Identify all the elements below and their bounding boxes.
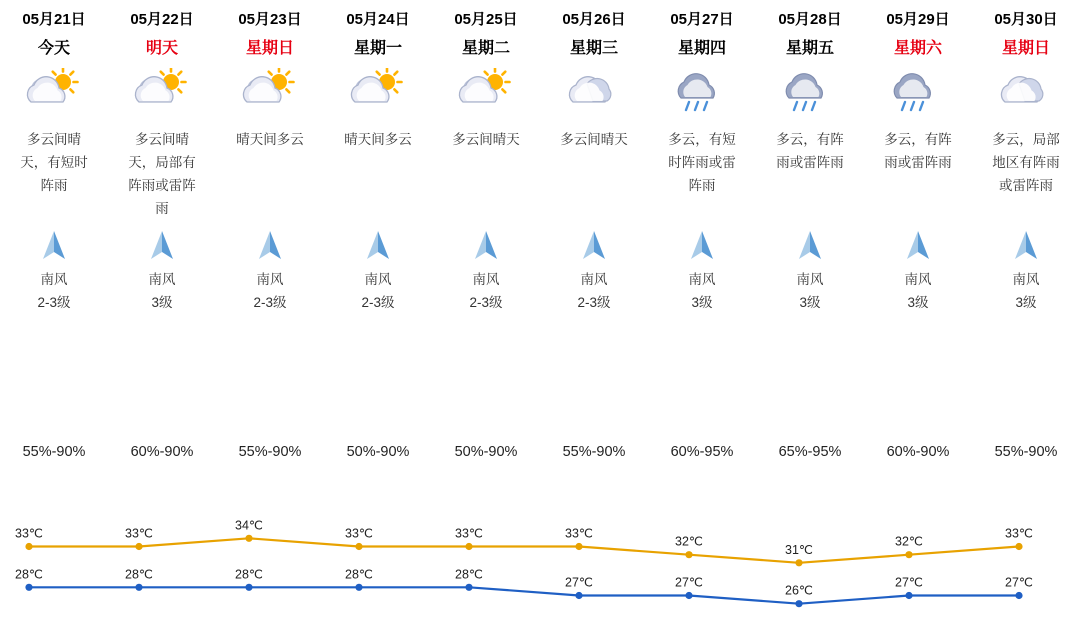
- forecast-wind: [689, 268, 716, 314]
- high-temp-label: 33℃: [565, 526, 593, 541]
- low-temp-point: [135, 584, 142, 591]
- forecast-wind: [469, 268, 502, 314]
- low-temp-label: 28℃: [345, 567, 373, 582]
- humidity-range: 60%-90%: [886, 444, 950, 460]
- wind-level: 3级: [1015, 295, 1037, 310]
- low-temp-label: 28℃: [125, 567, 153, 582]
- cloudy-with-showers-icon: [887, 66, 949, 118]
- forecast-wind: [361, 268, 394, 314]
- forecast-weekday: 今天: [37, 40, 70, 57]
- sun-behind-cloud-icon: [239, 66, 301, 118]
- ten-day-forecast-strip: [0, 0, 1080, 314]
- sun-behind-cloud-icon: [23, 66, 85, 118]
- wind-direction: 南风: [1012, 272, 1040, 287]
- low-temp-point: [575, 592, 582, 599]
- sun-behind-cloud-icon: [455, 66, 517, 118]
- humidity-range: 55%-90%: [994, 444, 1058, 460]
- humidity-range: 50%-90%: [454, 444, 518, 460]
- low-temp-point: [245, 584, 252, 591]
- high-temp-label: 33℃: [125, 526, 153, 541]
- wind-level: 2-3级: [253, 295, 287, 310]
- wind-direction-arrow-icon: [471, 228, 501, 262]
- forecast-date: 05月25日: [454, 11, 518, 28]
- forecast-date: 05月24日: [346, 11, 410, 28]
- low-temp-label: 28℃: [455, 567, 483, 582]
- cloudy-icon: [563, 66, 625, 118]
- wind-direction: 南风: [688, 272, 716, 287]
- forecast-description: 多云间晴天: [452, 132, 520, 147]
- sun-behind-cloud-icon: [131, 66, 193, 118]
- wind-level: 2-3级: [469, 295, 503, 310]
- humidity-range: 55%-90%: [562, 444, 626, 460]
- forecast-day-column: [972, 0, 1080, 314]
- forecast-description: 多云，有阵雨或雷阵雨: [776, 132, 844, 170]
- wind-direction: 南风: [796, 272, 824, 287]
- high-temp-label: 33℃: [345, 526, 373, 541]
- forecast-weekday: 星期四: [677, 40, 726, 57]
- forecast-weekday: 星期三: [569, 40, 618, 57]
- high-temp-label: 33℃: [15, 526, 43, 541]
- low-temp-label: 28℃: [15, 567, 43, 582]
- forecast-wind: [797, 268, 824, 314]
- high-temp-point: [25, 543, 32, 550]
- low-temp-label: 26℃: [785, 583, 813, 598]
- high-temp-line: [29, 538, 1019, 563]
- low-temp-label: 28℃: [235, 567, 263, 582]
- forecast-date: 05月23日: [238, 11, 302, 28]
- forecast-date: 05月26日: [562, 11, 626, 28]
- forecast-day-column: [108, 0, 216, 314]
- wind-direction: 南风: [40, 272, 68, 287]
- forecast-description: 晴天间多云: [236, 132, 304, 147]
- wind-direction: 南风: [364, 272, 392, 287]
- cloudy-with-showers-icon: [779, 66, 841, 118]
- forecast-description: 多云，局部地区有阵雨或雷阵雨: [992, 132, 1060, 193]
- humidity-range-row: [0, 444, 1080, 460]
- forecast-day-column: [324, 0, 432, 314]
- forecast-description: 多云间晴天，局部有阵雨或雷阵雨: [128, 132, 196, 216]
- temperature-trend-chart: [0, 478, 1080, 642]
- high-temp-point: [1015, 543, 1022, 550]
- forecast-day-column: [540, 0, 648, 314]
- high-temp-point: [465, 543, 472, 550]
- high-temp-point: [795, 559, 802, 566]
- high-temp-label: 32℃: [895, 534, 923, 549]
- high-temp-point: [355, 543, 362, 550]
- low-temp-label: 27℃: [1005, 575, 1033, 590]
- forecast-wind: [577, 268, 610, 314]
- wind-direction-arrow-icon: [39, 228, 69, 262]
- forecast-wind: [905, 268, 932, 314]
- forecast-wind: [1013, 268, 1040, 314]
- forecast-day-column: [432, 0, 540, 314]
- low-temp-point: [795, 600, 802, 607]
- wind-direction: 南风: [580, 272, 608, 287]
- wind-direction-arrow-icon: [687, 228, 717, 262]
- high-temp-point: [245, 535, 252, 542]
- forecast-description: 多云，有短时阵雨或雷阵雨: [668, 132, 736, 193]
- forecast-weekday: 明天: [145, 40, 178, 57]
- forecast-date: 05月22日: [130, 11, 194, 28]
- wind-level: 3级: [691, 295, 713, 310]
- high-temp-label: 33℃: [1005, 526, 1033, 541]
- high-temp-label: 33℃: [455, 526, 483, 541]
- humidity-range: 65%-95%: [778, 444, 842, 460]
- high-temp-point: [685, 551, 692, 558]
- wind-level: 2-3级: [361, 295, 395, 310]
- forecast-wind: [253, 268, 286, 314]
- wind-level: 3级: [907, 295, 929, 310]
- wind-level: 3级: [151, 295, 173, 310]
- high-temp-point: [135, 543, 142, 550]
- forecast-date: 05月28日: [778, 11, 842, 28]
- wind-direction: 南风: [472, 272, 500, 287]
- high-temp-label: 32℃: [675, 534, 703, 549]
- wind-direction-arrow-icon: [363, 228, 393, 262]
- low-temp-label: 27℃: [895, 575, 923, 590]
- low-temp-point: [465, 584, 472, 591]
- forecast-day-column: [756, 0, 864, 314]
- humidity-range: 55%-90%: [22, 444, 86, 460]
- forecast-day-column: [216, 0, 324, 314]
- low-temp-label: 27℃: [565, 575, 593, 590]
- wind-direction-arrow-icon: [147, 228, 177, 262]
- cloudy-icon: [995, 66, 1057, 118]
- wind-level: 3级: [799, 295, 821, 310]
- wind-level: 2-3级: [37, 295, 71, 310]
- low-temp-point: [1015, 592, 1022, 599]
- low-temp-point: [905, 592, 912, 599]
- forecast-description: 多云，有阵雨或雷阵雨: [884, 132, 952, 170]
- forecast-weekday: 星期二: [461, 40, 510, 57]
- high-temp-point: [905, 551, 912, 558]
- forecast-wind: [37, 268, 70, 314]
- forecast-date: 05月27日: [670, 11, 734, 28]
- wind-direction: 南风: [148, 272, 176, 287]
- wind-direction-arrow-icon: [579, 228, 609, 262]
- forecast-day-column: [648, 0, 756, 314]
- forecast-weekday: 星期日: [245, 40, 294, 57]
- humidity-range: 60%-90%: [130, 444, 194, 460]
- forecast-description: 多云间晴天: [560, 132, 628, 147]
- high-temp-label: 34℃: [235, 518, 263, 533]
- high-temp-label: 31℃: [785, 542, 813, 557]
- sun-behind-cloud-icon: [347, 66, 409, 118]
- forecast-date: 05月30日: [994, 11, 1058, 28]
- wind-direction-arrow-icon: [903, 228, 933, 262]
- wind-level: 2-3级: [577, 295, 611, 310]
- wind-direction: 南风: [256, 272, 284, 287]
- forecast-description: 晴天间多云: [344, 132, 412, 147]
- low-temp-point: [685, 592, 692, 599]
- low-temp-line: [29, 587, 1019, 603]
- wind-direction-arrow-icon: [255, 228, 285, 262]
- forecast-weekday: 星期日: [1001, 40, 1050, 57]
- high-temp-point: [575, 543, 582, 550]
- forecast-weekday: 星期五: [785, 40, 834, 57]
- forecast-day-column: [0, 0, 108, 314]
- low-temp-point: [25, 584, 32, 591]
- temperature-chart-svg: [0, 478, 1080, 642]
- wind-direction-arrow-icon: [1011, 228, 1041, 262]
- wind-direction: 南风: [904, 272, 932, 287]
- forecast-wind: [149, 268, 176, 314]
- forecast-day-column: [864, 0, 972, 314]
- cloudy-with-showers-icon: [671, 66, 733, 118]
- humidity-range: 55%-90%: [238, 444, 302, 460]
- low-temp-point: [355, 584, 362, 591]
- low-temp-label: 27℃: [675, 575, 703, 590]
- wind-direction-arrow-icon: [795, 228, 825, 262]
- forecast-description: 多云间晴天，有短时阵雨: [20, 132, 88, 193]
- humidity-range: 50%-90%: [346, 444, 410, 460]
- forecast-weekday: 星期一: [353, 40, 402, 57]
- forecast-date: 05月29日: [886, 11, 950, 28]
- humidity-range: 60%-95%: [670, 444, 734, 460]
- forecast-date: 05月21日: [22, 11, 86, 28]
- forecast-weekday: 星期六: [893, 40, 942, 57]
